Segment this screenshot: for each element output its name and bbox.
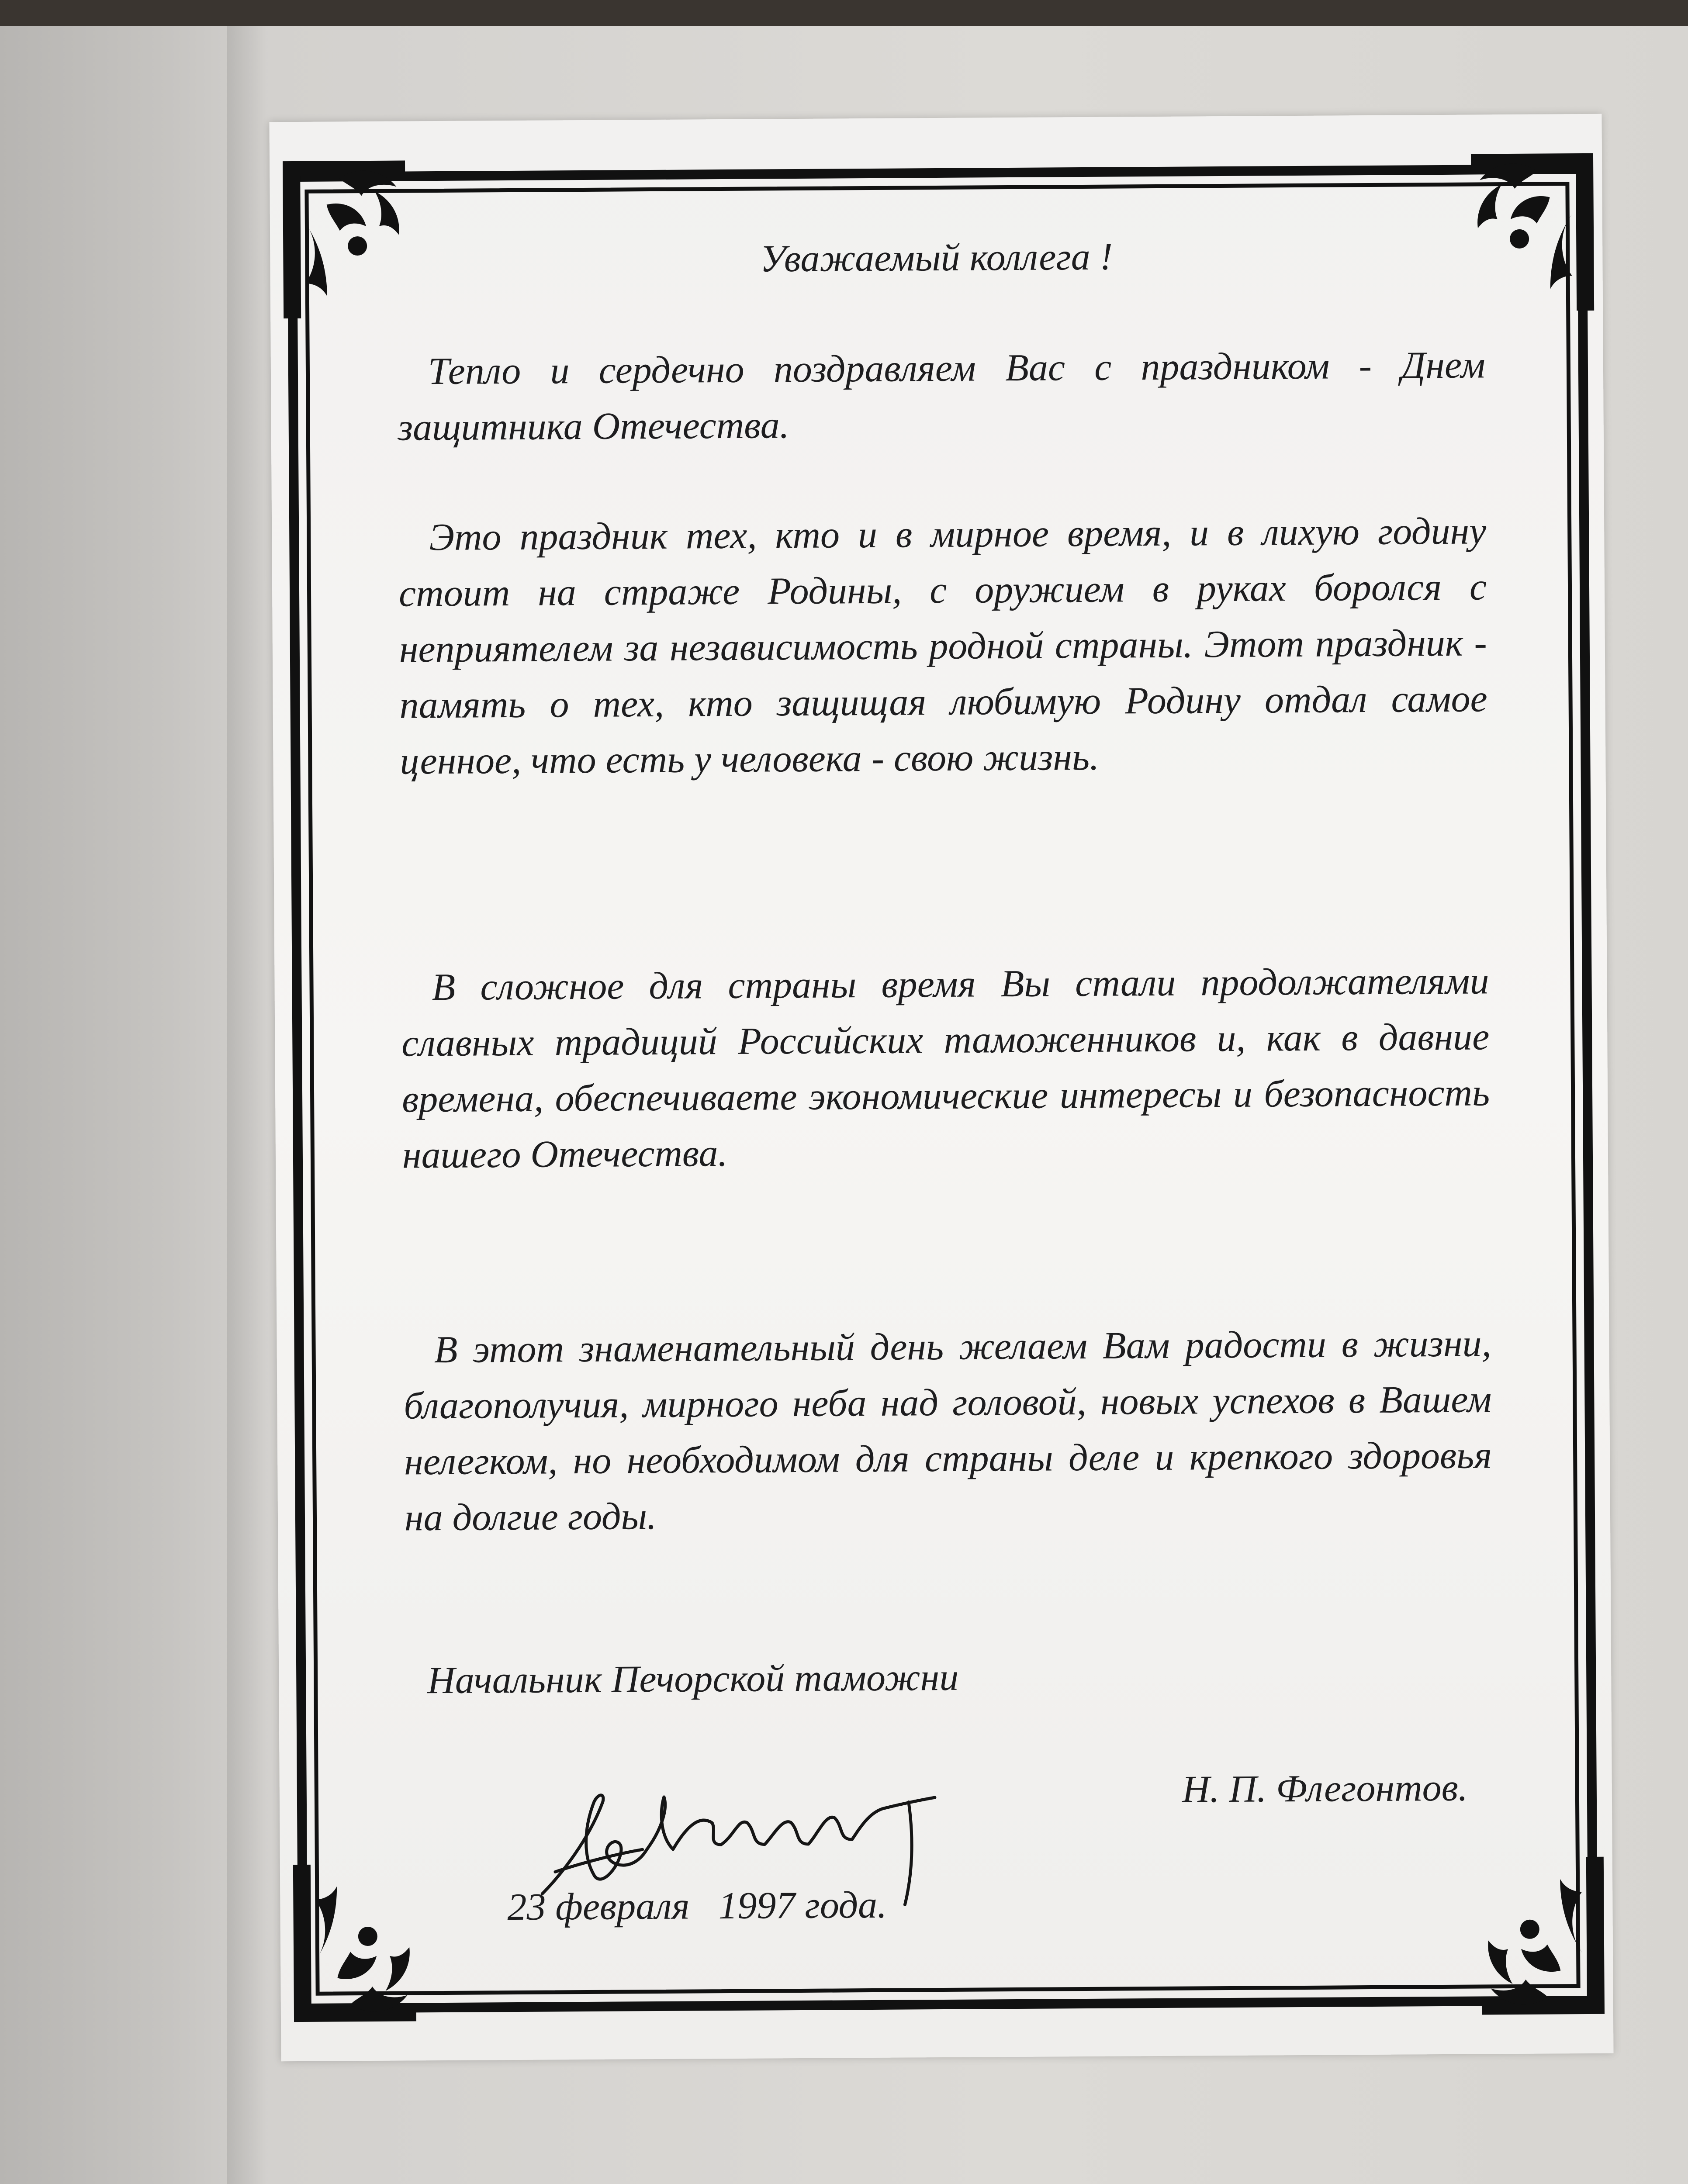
paragraph-text: Тепло и сердечно поздравляем Вас с праздником - Днем защитника Отечества. — [398, 344, 1486, 449]
folder-spine-shadow — [227, 26, 266, 2184]
paragraph-text: Это праздник тех, кто и в мирное время, и в лихую годину стоит на страже Родины, с оружием в руках боролся с неприятелем за независимость родной страны. Этот праздник - память о тех, кто защищая любимую Родину отдал самое ценное, что есть у человека - свою жизнь. — [398, 510, 1487, 783]
letter-paragraph — [398, 337, 1486, 456]
letter-paragraph — [398, 503, 1488, 789]
letter-greeting: Уважаемый коллега ! — [760, 235, 1113, 280]
letter-date: 23 февраля 1997 года. — [507, 1883, 887, 1929]
letter-paragraph — [401, 953, 1490, 1183]
letter-sheet — [269, 114, 1613, 2062]
sender-title: Начальник Печорской таможни — [427, 1656, 959, 1702]
paragraph-text: В сложное для страны время Вы стали продолжателями славных традиций Российских таможенников и, как в давние времена, обеспечиваете экономические интересы и безопасность нашего Отечества. — [401, 960, 1490, 1177]
corner-ornament-icon — [284, 1846, 434, 2031]
corner-ornament-icon — [1464, 1839, 1614, 2024]
letter-paragraph — [403, 1316, 1492, 1546]
sender-name: Н. П. Флегонтов. — [1182, 1766, 1468, 1811]
paragraph-text: В этот знаменательный день желаем Вам радости в жизни, благополучия, мирного неба над головой, новых успехов в Вашем нелегком, но необходимом для страны деле и крепкого здоровья на долгие годы. — [404, 1322, 1492, 1539]
